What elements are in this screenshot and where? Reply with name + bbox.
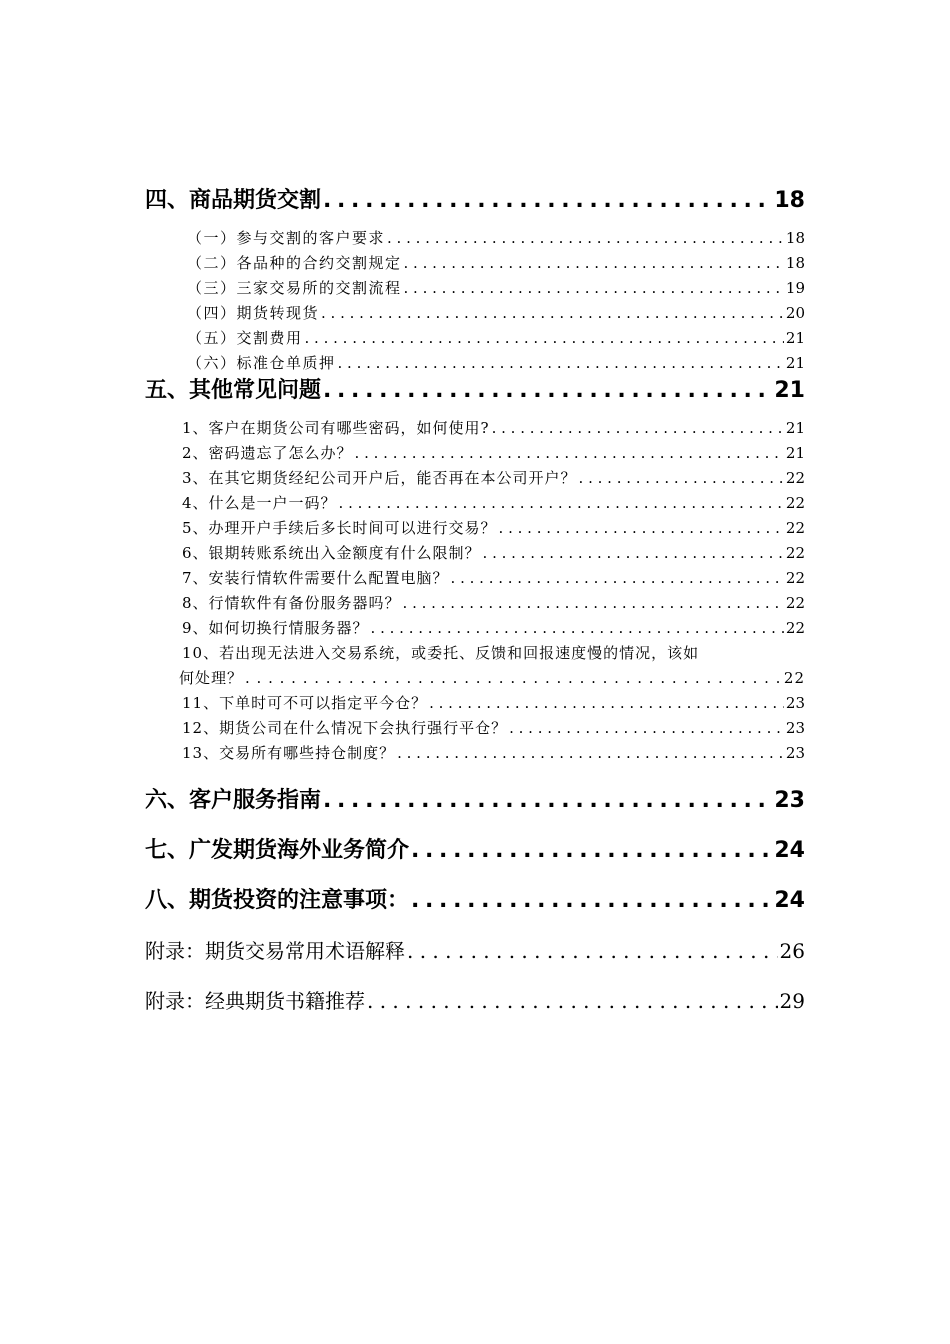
dot-leader bbox=[404, 251, 784, 276]
dot-leader bbox=[387, 226, 784, 251]
toc-item-title: 6、银期转账系统出入金额度有什么限制？ bbox=[182, 544, 481, 562]
toc-page-number: 21 bbox=[774, 378, 805, 403]
dot-leader bbox=[367, 986, 778, 1016]
toc-section-title: 六、客户服务指南 bbox=[145, 788, 322, 813]
dot-leader bbox=[397, 741, 784, 766]
dot-leader bbox=[407, 936, 778, 966]
toc-item[interactable] bbox=[145, 351, 805, 376]
dot-leader bbox=[429, 691, 784, 716]
toc-item-title: 2、密码遗忘了怎么办？ bbox=[182, 444, 353, 462]
toc-page-number: 22 bbox=[783, 669, 805, 687]
dot-leader bbox=[404, 276, 784, 301]
dot-leader bbox=[499, 516, 784, 541]
dot-leader bbox=[411, 886, 772, 916]
toc-section-7[interactable] bbox=[145, 836, 805, 866]
toc-item[interactable] bbox=[145, 716, 805, 741]
toc-page-number: 23 bbox=[785, 744, 805, 762]
toc-page-number: 23 bbox=[785, 694, 805, 712]
toc-appendix-title: 附录：期货交易常用术语解释 bbox=[145, 939, 405, 963]
toc-page-number: 23 bbox=[774, 788, 805, 813]
toc-section-4[interactable] bbox=[145, 186, 805, 216]
toc-item-title: 3、在其它期货经纪公司开户后，能否再在本公司开户？ bbox=[182, 469, 577, 487]
toc-section-title: 四、商品期货交割 bbox=[145, 188, 322, 213]
toc-item[interactable] bbox=[145, 441, 805, 466]
toc-item[interactable] bbox=[145, 691, 805, 716]
toc-item-wrapped[interactable] bbox=[145, 641, 805, 691]
toc-item[interactable] bbox=[145, 301, 805, 326]
toc-page-number: 22 bbox=[785, 569, 805, 587]
toc-item-title: 10、若出现无法进入交易系统，或委托、反馈和回报速度慢的情况，该如 bbox=[182, 644, 700, 662]
toc-item[interactable] bbox=[145, 326, 805, 351]
dot-leader bbox=[338, 351, 784, 376]
toc-item[interactable] bbox=[145, 541, 805, 566]
toc-item[interactable] bbox=[145, 416, 805, 441]
toc-item-title: 8、行情软件有备份服务器吗？ bbox=[182, 594, 401, 612]
toc-item-title: （四）期货转现货 bbox=[187, 304, 320, 322]
toc-item-title: 11、下单时可不可以指定平今仓？ bbox=[182, 694, 428, 712]
toc-page-number: 18 bbox=[774, 188, 805, 213]
toc-page-number: 18 bbox=[785, 254, 805, 272]
toc-item[interactable] bbox=[145, 251, 805, 276]
toc-page-number: 22 bbox=[785, 494, 805, 512]
toc-item[interactable] bbox=[145, 591, 805, 616]
toc-page-number: 22 bbox=[785, 519, 805, 537]
toc-section-title: 五、其他常见问题 bbox=[145, 378, 322, 403]
toc-item[interactable] bbox=[145, 741, 805, 766]
dot-leader bbox=[321, 301, 784, 326]
dot-leader bbox=[245, 666, 782, 691]
toc-page-number: 21 bbox=[785, 329, 805, 347]
dot-leader bbox=[579, 466, 784, 491]
toc-item-title: 13、交易所有哪些持仓制度？ bbox=[182, 744, 396, 762]
dot-leader bbox=[403, 591, 784, 616]
toc-page-number: 21 bbox=[785, 444, 805, 462]
toc-item[interactable] bbox=[145, 491, 805, 516]
toc-page-number: 24 bbox=[774, 838, 805, 863]
toc-item-title: 12、期货公司在什么情况下会执行强行平仓？ bbox=[182, 719, 508, 737]
toc-page-number: 24 bbox=[774, 888, 805, 913]
toc-item-title: （五）交割费用 bbox=[187, 329, 303, 347]
toc-item[interactable] bbox=[145, 276, 805, 301]
toc-item-title: 1、客户在期货公司有哪些密码，如何使用? bbox=[182, 419, 490, 437]
toc-section-title: 七、广发期货海外业务简介 bbox=[145, 838, 410, 863]
toc-item[interactable] bbox=[145, 466, 805, 491]
toc-section-5[interactable] bbox=[145, 376, 805, 406]
toc-section-6[interactable] bbox=[145, 786, 805, 816]
toc-item[interactable] bbox=[145, 516, 805, 541]
toc-item-title: 4、什么是一户一码？ bbox=[182, 494, 337, 512]
toc-page-number: 26 bbox=[779, 939, 805, 963]
toc-page-number: 19 bbox=[785, 279, 805, 297]
toc-appendix-terms[interactable] bbox=[145, 936, 805, 966]
toc-item-title: （一）参与交割的客户要求 bbox=[187, 229, 386, 247]
toc-page-number: 20 bbox=[785, 304, 805, 322]
toc-page-number: 22 bbox=[785, 594, 805, 612]
dot-leader bbox=[323, 186, 772, 216]
toc-item[interactable] bbox=[145, 566, 805, 591]
toc-section-8[interactable] bbox=[145, 886, 805, 916]
toc-page-number: 18 bbox=[785, 229, 805, 247]
toc-item-title: 7、安装行情软件需要什么配置电脑？ bbox=[182, 569, 449, 587]
toc-item-title: （六）标准仓单质押 bbox=[187, 354, 336, 372]
dot-leader bbox=[492, 416, 784, 441]
toc-item-title-continued: 何处理？ bbox=[179, 669, 244, 687]
toc-page-number: 29 bbox=[779, 989, 805, 1013]
toc-item-title: 5、办理开户手续后多长时间可以进行交易？ bbox=[182, 519, 497, 537]
dot-leader bbox=[355, 441, 784, 466]
dot-leader bbox=[509, 716, 784, 741]
toc-page-number: 21 bbox=[785, 354, 805, 372]
toc-item-title: （二）各品种的合约交割规定 bbox=[187, 254, 402, 272]
dot-leader bbox=[411, 836, 772, 866]
toc-section-title: 八、期货投资的注意事项： bbox=[145, 888, 410, 913]
toc-item[interactable] bbox=[145, 616, 805, 641]
toc-appendix-books[interactable] bbox=[145, 986, 805, 1016]
toc-page-number: 22 bbox=[785, 619, 805, 637]
toc-page-number: 22 bbox=[785, 544, 805, 562]
dot-leader bbox=[451, 566, 784, 591]
toc-item-title: （三）三家交易所的交割流程 bbox=[187, 279, 402, 297]
toc-item[interactable] bbox=[145, 226, 805, 251]
dot-leader bbox=[371, 616, 784, 641]
dot-leader bbox=[339, 491, 784, 516]
dot-leader bbox=[483, 541, 784, 566]
table-of-contents bbox=[145, 186, 805, 1016]
toc-page-number: 23 bbox=[785, 719, 805, 737]
dot-leader bbox=[305, 326, 784, 351]
dot-leader bbox=[323, 376, 772, 406]
toc-appendix-title: 附录：经典期货书籍推荐 bbox=[145, 989, 365, 1013]
toc-page-number: 21 bbox=[785, 419, 805, 437]
dot-leader bbox=[323, 786, 772, 816]
toc-item-title: 9、如何切换行情服务器？ bbox=[182, 619, 369, 637]
toc-page-number: 22 bbox=[785, 469, 805, 487]
